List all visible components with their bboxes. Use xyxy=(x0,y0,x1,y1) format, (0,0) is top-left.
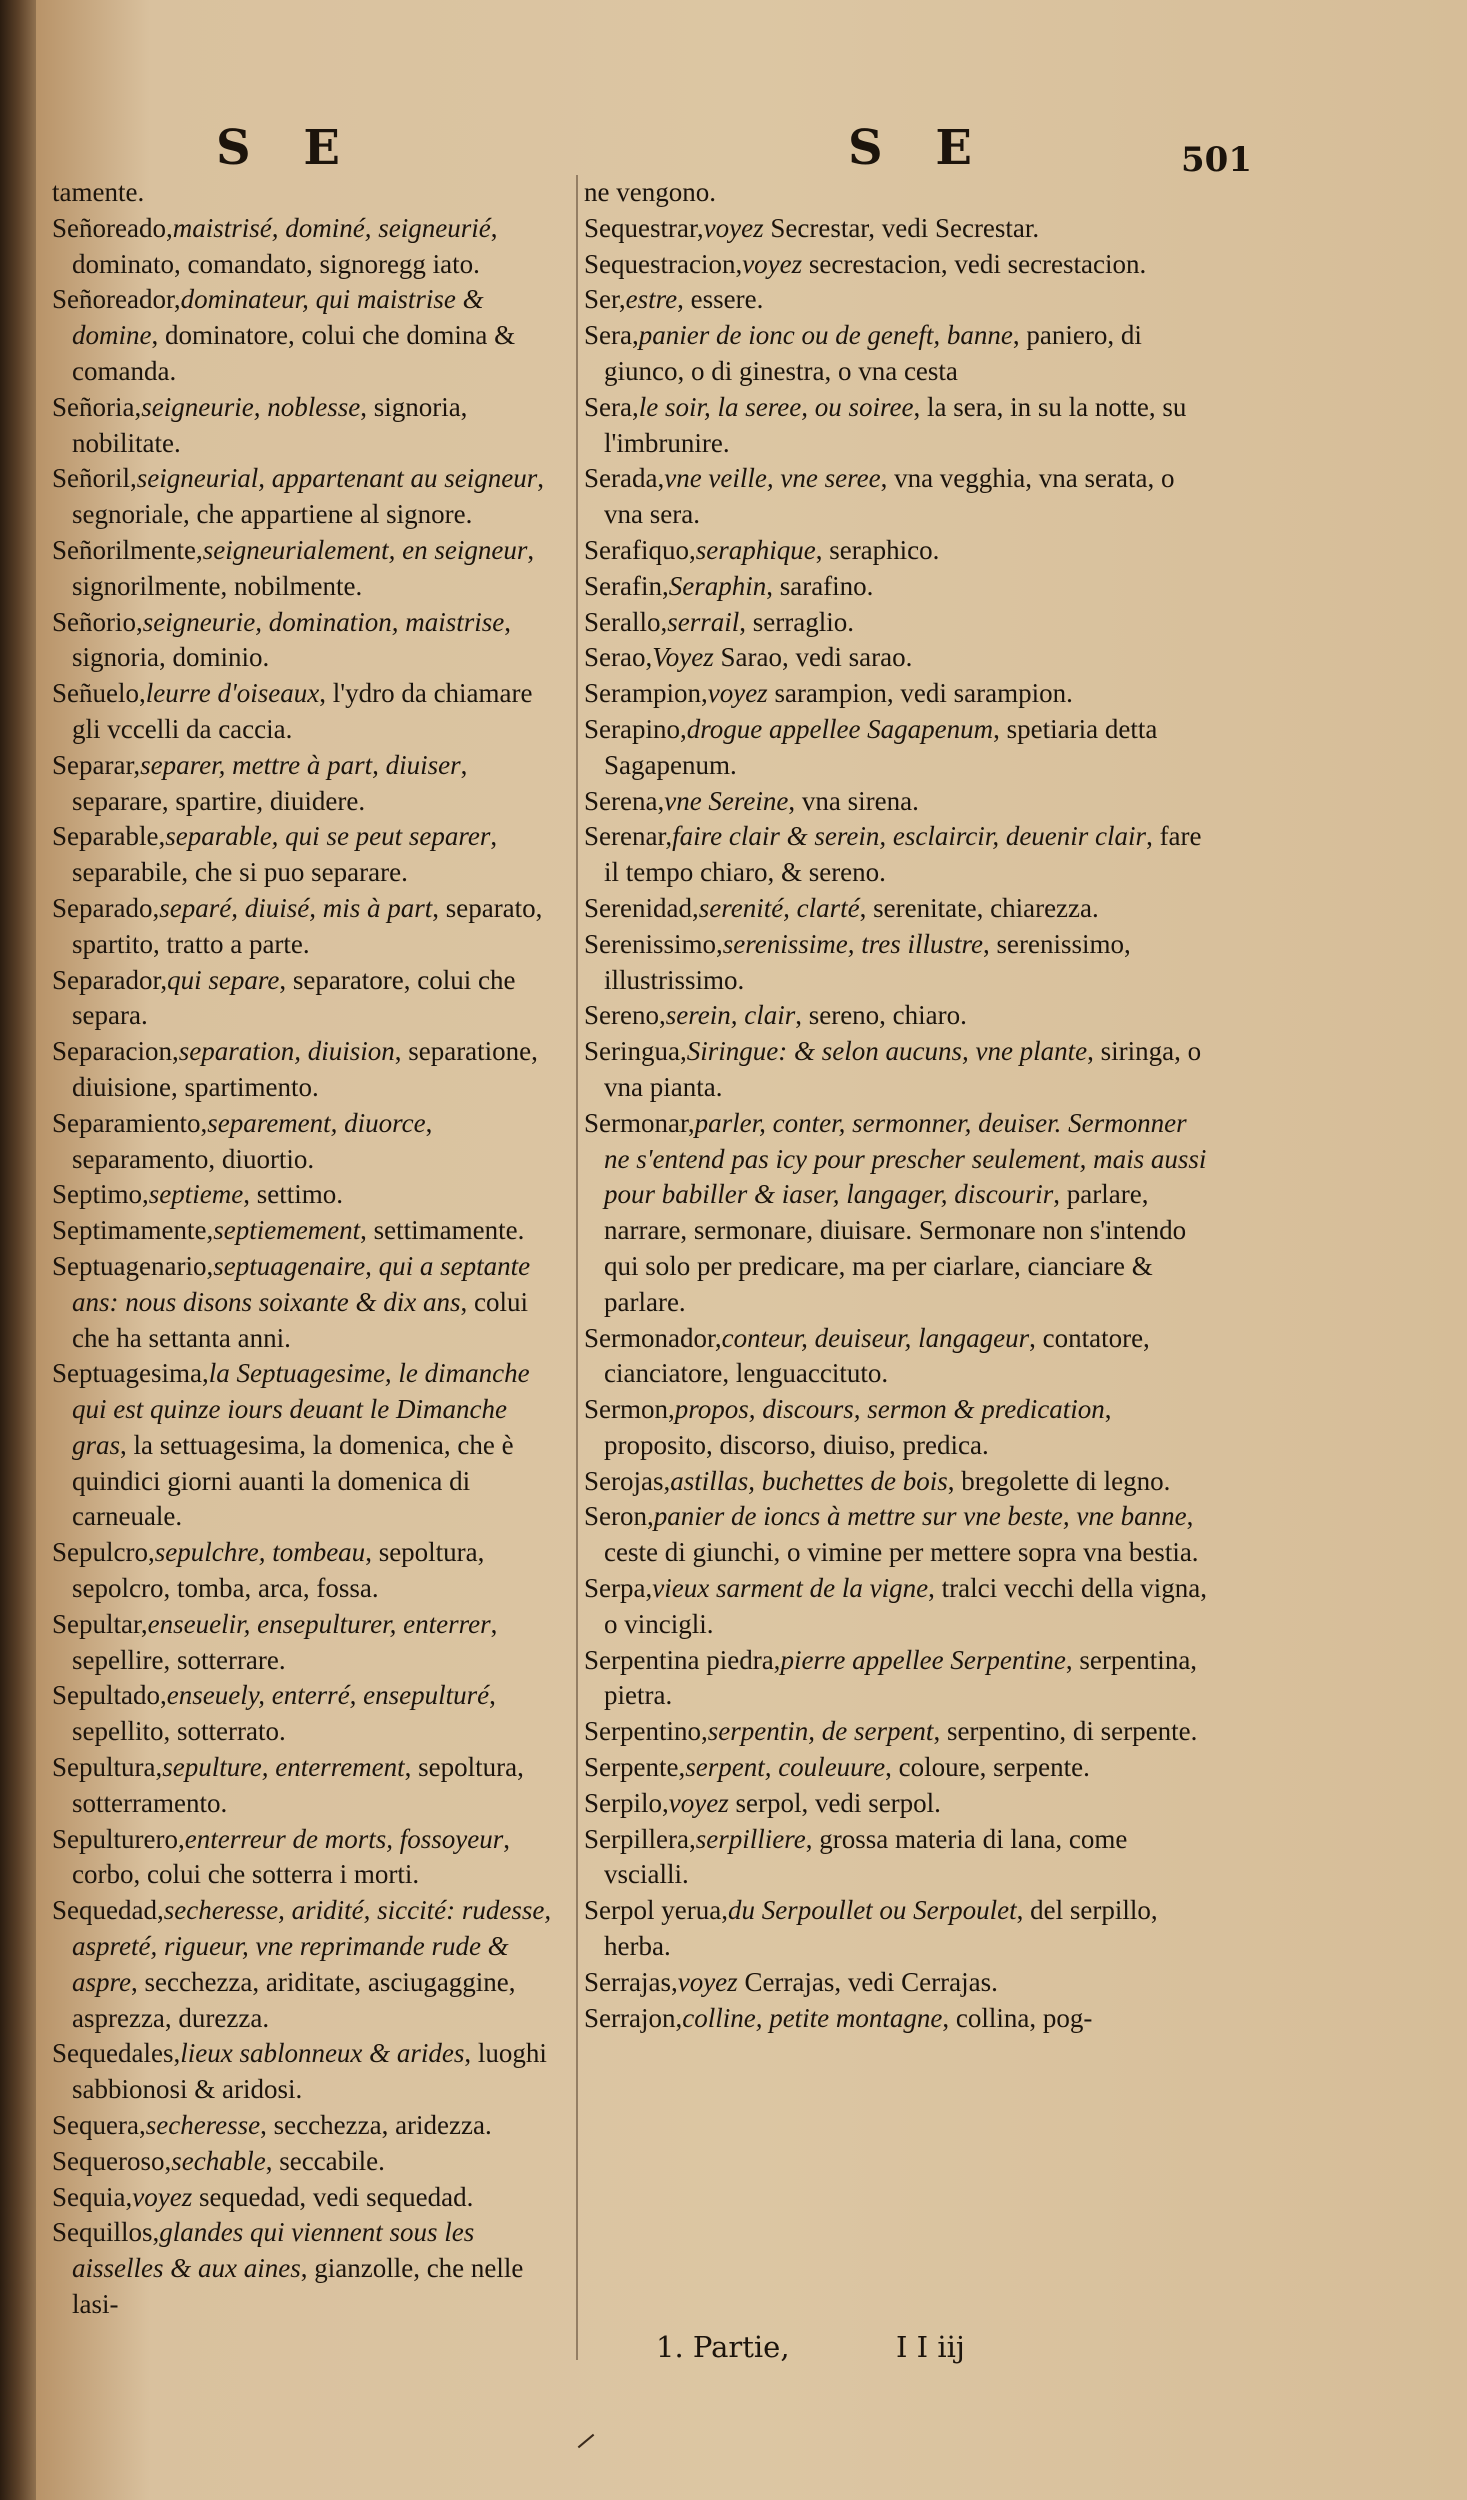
entry-french-gloss: propos, discours, sermon & predication xyxy=(674,1394,1105,1425)
entry-headword: Septuagesima, xyxy=(52,1358,209,1389)
dictionary-entry xyxy=(584,533,1214,569)
entry-italian-gloss: sarampion, vedi sarampion. xyxy=(767,678,1073,709)
entry-french-gloss: panier de ionc ou de geneft, banne xyxy=(638,320,1013,351)
entry-headword: Sera, xyxy=(584,391,639,422)
footer-signature-left: 1. Partie, xyxy=(656,2330,790,2364)
entry-italian-gloss: , corbo, colui che sotterra i morti. xyxy=(72,1823,510,1890)
dictionary-entry xyxy=(52,175,562,211)
dictionary-entry xyxy=(52,748,562,820)
entry-italian-gloss: Cerrajas, vedi Cerrajas. xyxy=(737,1966,998,1997)
dictionary-entry xyxy=(52,1106,562,1178)
entry-italian-gloss: , la settuagesima, la domenica, che è quindici giorni auanti la domenica di carneuale. xyxy=(72,1429,514,1532)
entry-headword: Seringua, xyxy=(584,1036,687,1067)
dictionary-entry xyxy=(584,1714,1214,1750)
entry-french-gloss: septieme xyxy=(148,1179,244,1210)
entry-french-gloss: lieux sablonneux & arides xyxy=(180,2038,465,2069)
entry-headword: Sermonar, xyxy=(584,1107,695,1138)
entry-italian-gloss: , spetiaria detta Sagapenum. xyxy=(604,713,1158,780)
entry-italian-gloss: , coloure, serpente. xyxy=(885,1752,1090,1783)
entry-italian-gloss: , bregolette di legno. xyxy=(947,1465,1171,1496)
dictionary-entry xyxy=(52,1356,562,1535)
running-head-left: S E xyxy=(216,120,358,176)
entry-french-gloss: maistrisé, dominé, seigneurié xyxy=(172,212,491,243)
entry-french-gloss: Siringue: & selon aucuns, vne plante xyxy=(686,1036,1088,1067)
entry-french-gloss: conteur, deuiseur, langageur xyxy=(721,1322,1030,1353)
entry-italian-gloss: , tralci vecchi della vigna, o vincigli. xyxy=(604,1573,1208,1639)
dictionary-entry xyxy=(584,1822,1214,1894)
entry-headword: Señoria, xyxy=(52,391,142,422)
entry-italian-gloss: , luoghi sabbionosi & aridosi. xyxy=(72,2038,547,2105)
entry-italian-gloss: , vna sirena. xyxy=(788,785,919,816)
dictionary-entry xyxy=(584,640,1214,676)
left-column xyxy=(52,175,562,2323)
dictionary-entry xyxy=(52,2144,562,2180)
dictionary-entry xyxy=(52,676,562,748)
entry-headword: Serpillera, xyxy=(584,1823,696,1854)
dictionary-entry xyxy=(584,1571,1214,1643)
entry-headword: Separar, xyxy=(52,749,141,780)
dictionary-entry xyxy=(52,963,562,1035)
entry-headword: Serena, xyxy=(584,785,665,816)
dictionary-entry xyxy=(52,1249,562,1356)
dictionary-entry xyxy=(584,2001,1214,2037)
entry-headword: Sequera, xyxy=(52,2110,146,2141)
entry-italian-gloss: , sereno, chiaro. xyxy=(795,1000,967,1031)
entry-italian-gloss: , separamento, diuortio. xyxy=(72,1107,433,1174)
running-head-right: S E xyxy=(848,120,990,176)
dictionary-entry xyxy=(52,2215,562,2322)
entry-italian-gloss: serpol, vedi serpol. xyxy=(728,1787,941,1818)
dictionary-entry xyxy=(52,2108,562,2144)
entry-french-gloss: seigneurie, domination, maistrise xyxy=(142,606,505,637)
dictionary-entry xyxy=(584,819,1214,891)
dictionary-entry xyxy=(584,1464,1214,1500)
entry-headword: Ser, xyxy=(584,284,626,315)
entry-italian-gloss: , sarafino. xyxy=(766,570,874,601)
dictionary-entry xyxy=(52,2180,562,2216)
entry-headword: Sepultura, xyxy=(52,1752,163,1783)
entry-french-gloss: seigneurial, appartenant au seigneur xyxy=(136,463,538,494)
dictionary-entry xyxy=(52,1822,562,1894)
entry-french-gloss: septiemement xyxy=(213,1215,361,1246)
dictionary-entry xyxy=(584,927,1214,999)
dictionary-entry xyxy=(584,247,1214,283)
entry-headword: Separador, xyxy=(52,964,168,995)
dictionary-entry xyxy=(52,2036,562,2108)
entry-headword: Septimo, xyxy=(52,1179,149,1210)
entry-french-gloss: glandes qui viennent sous les aisselles & aux aines xyxy=(72,2217,475,2284)
entry-french-gloss: voyez xyxy=(707,678,768,709)
dictionary-entry xyxy=(584,211,1214,247)
entry-italian-gloss: , separato, spartito, tratto a parte. xyxy=(72,892,543,959)
entry-french-gloss: voyez xyxy=(677,1966,738,1997)
entry-french-gloss: qui separe xyxy=(167,964,280,995)
page-number: 501 xyxy=(1181,140,1252,180)
entry-headword: Separacion, xyxy=(52,1036,179,1067)
entry-headword: Sepultar, xyxy=(52,1608,148,1639)
dictionary-entry xyxy=(584,1321,1214,1393)
dictionary-entry xyxy=(584,318,1214,390)
entry-headword: Serpentina piedra, xyxy=(584,1644,781,1675)
entry-italian-gloss: Sarao, vedi sarao. xyxy=(713,642,913,673)
entry-french-gloss: serpentin, de serpent xyxy=(707,1716,934,1747)
entry-italian-gloss: , vna vegghia, vna serata, o vna sera. xyxy=(604,463,1175,530)
entry-headword: Señorio, xyxy=(52,606,143,637)
entry-french-gloss: vne veille, vne seree xyxy=(664,463,881,494)
entry-french-gloss: separable, qui se peut separer xyxy=(165,821,491,852)
entry-headword: Sera, xyxy=(584,320,639,351)
entry-headword: Señoreador, xyxy=(52,284,181,315)
dictionary-entry xyxy=(584,390,1214,462)
dictionary-entry xyxy=(52,891,562,963)
entry-italian-gloss: , collina, pog- xyxy=(942,2002,1093,2033)
entry-french-gloss: seraphique xyxy=(695,534,816,565)
dictionary-entry xyxy=(584,1392,1214,1464)
dictionary-entry xyxy=(584,676,1214,712)
right-column xyxy=(584,175,1214,2036)
entry-italian-gloss: , serpentina, pietra. xyxy=(604,1644,1198,1711)
entry-headword: Sereno, xyxy=(584,1000,666,1031)
entry-french-gloss: secheresse xyxy=(145,2110,261,2141)
entry-headword: Serojas, xyxy=(584,1465,671,1496)
dictionary-entry xyxy=(52,1893,562,2036)
dictionary-entry xyxy=(52,390,562,462)
entry-headword: Sepulcro, xyxy=(52,1537,155,1568)
entry-headword: Serao, xyxy=(584,642,653,673)
entry-headword: Serpente, xyxy=(584,1752,686,1783)
entry-french-gloss: Voyez xyxy=(652,642,714,673)
dictionary-entry xyxy=(52,1535,562,1607)
entry-italian-gloss: , separatione, diuisione, spartimento. xyxy=(72,1036,538,1102)
entry-italian-gloss: , settimo. xyxy=(243,1179,343,1210)
entry-italian-gloss: , contatore, cianciatore, lenguaccituto. xyxy=(604,1322,1150,1389)
entry-french-gloss: secheresse, aridité, siccité: rudesse, aspreté, rigueur, vne reprimande rude & aspre xyxy=(72,1895,552,1997)
entry-headword: Serpentino, xyxy=(584,1716,708,1747)
entry-italian-gloss: , serenissimo, illustrissimo. xyxy=(604,928,1131,995)
entry-headword: Serada, xyxy=(584,463,665,494)
entry-text: ne vengono. xyxy=(584,177,716,207)
entry-italian-gloss: , siringa, o vna pianta. xyxy=(604,1036,1202,1102)
dictionary-entry xyxy=(584,605,1214,641)
entry-italian-gloss: , essere. xyxy=(677,284,764,315)
entry-french-gloss: seigneurie, noblesse xyxy=(141,391,361,422)
entry-headword: Sequia, xyxy=(52,2181,133,2212)
entry-headword: Serallo, xyxy=(584,606,668,637)
entry-french-gloss: voyez xyxy=(703,212,764,243)
entry-italian-gloss: , sepellire, sotterrare. xyxy=(72,1608,498,1675)
entry-headword: Serenidad, xyxy=(584,892,699,923)
entry-french-gloss: le soir, la seree, ou soiree xyxy=(638,391,914,422)
entry-french-gloss: Seraphin xyxy=(668,570,767,601)
dictionary-entry xyxy=(52,211,562,283)
entry-french-gloss: serein, clair xyxy=(665,1000,796,1031)
entry-headword: Sequedad, xyxy=(52,1895,164,1926)
entry-italian-gloss: , separare, spartire, diuidere. xyxy=(72,749,468,816)
entry-french-gloss: serenité, clarté xyxy=(698,892,860,923)
dictionary-entry xyxy=(52,1750,562,1822)
entry-french-gloss: voyez xyxy=(668,1787,729,1818)
dictionary-entry xyxy=(584,998,1214,1034)
entry-french-gloss: sepulchre, tombeau xyxy=(154,1537,366,1568)
entry-french-gloss: serenissime, tres illustre xyxy=(722,928,983,959)
dictionary-entry xyxy=(584,175,1214,211)
entry-italian-gloss: , separabile, che si puo separare. xyxy=(72,821,498,888)
entry-headword: Serapino, xyxy=(584,713,687,744)
entry-headword: Separamiento, xyxy=(52,1107,208,1138)
entry-french-gloss: sepulture, enterrement xyxy=(162,1752,405,1783)
dictionary-entry xyxy=(584,1965,1214,2001)
entry-headword: Septimamente, xyxy=(52,1215,214,1246)
entry-headword: Serafin, xyxy=(584,570,669,601)
entry-italian-gloss: , secchezza, ariditate, asciugaggine, asprezza, durezza. xyxy=(72,1966,516,2033)
dictionary-entry xyxy=(584,712,1214,784)
entry-french-gloss: separé, diuisé, mis à part xyxy=(159,892,433,923)
entry-italian-gloss: , sepoltura, sepolcro, tomba, arca, fossa. xyxy=(72,1537,485,1604)
ink-mark xyxy=(578,2434,595,2448)
entry-french-gloss: panier de ioncs à mettre sur vne beste, vne banne xyxy=(653,1501,1187,1532)
entry-french-gloss: leurre d'oiseaux xyxy=(145,678,320,709)
dictionary-entry xyxy=(584,1499,1214,1571)
entry-french-gloss: septuagenaire, qui a septante ans: nous disons soixante & dix ans xyxy=(72,1250,531,1317)
entry-italian-gloss: , colui che ha settanta anni. xyxy=(72,1286,528,1353)
entry-italian-gloss: , parlare, narrare, sermonare, diuisare. Sermonare non s'intendo qui solo per predicare, ma per ciarlare, cianciare & parlare. xyxy=(604,1179,1187,1317)
dictionary-entry xyxy=(584,1643,1214,1715)
entry-italian-gloss: , serpentino, di serpente. xyxy=(933,1716,1198,1747)
dictionary-entry xyxy=(52,282,562,389)
entry-headword: Serenissimo, xyxy=(584,928,723,959)
entry-italian-gloss: , settimamente. xyxy=(360,1215,525,1246)
entry-french-gloss: voyez xyxy=(742,248,803,279)
entry-headword: Sequestracion, xyxy=(584,248,743,279)
entry-italian-gloss: , dominatore, colui che domina & comanda. xyxy=(72,320,516,386)
entry-italian-gloss: secrestacion, vedi secrestacion. xyxy=(802,248,1147,279)
entry-french-gloss: vne Sereine xyxy=(664,785,789,816)
entry-headword: Serpilo, xyxy=(584,1787,669,1818)
entry-italian-gloss: , gianzolle, che nelle lasi- xyxy=(72,2253,524,2320)
entry-headword: Seron, xyxy=(584,1501,654,1532)
entry-headword: Señoreado, xyxy=(52,212,173,243)
entry-headword: Sepultado, xyxy=(52,1680,167,1711)
entry-french-gloss: enterreur de morts, fossoyeur xyxy=(184,1823,504,1854)
entry-headword: Sequillos, xyxy=(52,2217,160,2248)
dictionary-entry xyxy=(52,1034,562,1106)
entry-italian-gloss: Secrestar, vedi Secrestar. xyxy=(763,212,1040,243)
entry-italian-gloss: , serenitate, chiarezza. xyxy=(859,892,1099,923)
entry-italian-gloss: , fare il tempo chiaro, & sereno. xyxy=(604,821,1202,888)
entry-french-gloss: drogue appellee Sagapenum xyxy=(686,713,994,744)
entry-headword: Separable, xyxy=(52,821,166,852)
dictionary-entry xyxy=(584,569,1214,605)
entry-french-gloss: pierre appellee Serpentine xyxy=(780,1644,1066,1675)
entry-headword: Serafiquo, xyxy=(584,534,696,565)
entry-headword: Sepulturero, xyxy=(52,1823,185,1854)
dictionary-entry xyxy=(52,819,562,891)
entry-french-gloss: dominateur, qui maistrise & domine xyxy=(72,284,484,351)
entry-french-gloss: vieux sarment de la vigne xyxy=(652,1573,929,1604)
dictionary-entry xyxy=(584,1893,1214,1965)
entry-headword: Sermon, xyxy=(584,1394,675,1425)
entry-italian-gloss: , secchezza, aridezza. xyxy=(260,2110,492,2141)
entry-headword: Señoril, xyxy=(52,463,137,494)
entry-headword: Sermonador, xyxy=(584,1322,722,1353)
entry-italian-gloss: , sepoltura, sotterramento. xyxy=(72,1752,524,1818)
dictionary-entry xyxy=(52,605,562,677)
entry-french-gloss: enseuely, enterré, ensepulturé xyxy=(166,1680,490,1711)
entry-french-gloss: seigneurialement, en seigneur xyxy=(202,534,528,565)
entry-text: tamente. xyxy=(52,177,145,207)
entry-italian-gloss: , paniero, di giunco, o di ginestra, o vna cesta xyxy=(604,320,1142,386)
dictionary-entry xyxy=(584,1786,1214,1822)
entry-headword: Serampion, xyxy=(584,678,708,709)
entry-italian-gloss: , del serpillo, herba. xyxy=(604,1895,1158,1962)
entry-italian-gloss: , grossa materia di lana, come vscialli. xyxy=(604,1823,1128,1890)
entry-italian-gloss: , separatore, colui che separa. xyxy=(72,964,516,1031)
dictionary-entry xyxy=(584,1106,1214,1321)
column-divider xyxy=(576,175,578,2360)
dictionary-entry xyxy=(584,784,1214,820)
entry-italian-gloss: sequedad, vedi sequedad. xyxy=(192,2181,474,2212)
entry-french-gloss: separation, diuision xyxy=(178,1036,395,1067)
entry-french-gloss: separer, mettre à part, diuiser xyxy=(140,749,461,780)
entry-headword: Serenar, xyxy=(584,821,673,852)
dictionary-entry xyxy=(52,533,562,605)
book-page xyxy=(36,0,1467,2500)
entry-french-gloss: sechable xyxy=(171,2145,266,2176)
entry-italian-gloss: , signorilmente, nobilmente. xyxy=(72,534,535,601)
entry-french-gloss: separement, diuorce xyxy=(207,1107,426,1138)
entry-headword: Serrajon, xyxy=(584,2002,683,2033)
entry-headword: Sequedales, xyxy=(52,2038,181,2069)
entry-italian-gloss: , segnoriale, che appartiene al signore. xyxy=(72,463,544,530)
entry-french-gloss: parler, conter, sermonner, deuiser. Sermonner ne s'entend pas icy pour prescher seulement, mais aussi pour babiller & iaser, langager, discourir xyxy=(604,1107,1207,1210)
entry-italian-gloss: , serraglio. xyxy=(739,606,854,637)
dictionary-entry xyxy=(584,461,1214,533)
entry-italian-gloss: , seccabile. xyxy=(265,2145,385,2176)
entry-italian-gloss: , proposito, discorso, diuiso, predica. xyxy=(604,1394,1112,1460)
entry-headword: Señorilmente, xyxy=(52,534,203,565)
entry-headword: Serrajas, xyxy=(584,1966,678,1997)
entry-italian-gloss: , seraphico. xyxy=(815,534,940,565)
dictionary-entry xyxy=(584,1034,1214,1106)
entry-french-gloss: du Serpoullet ou Serpoulet xyxy=(727,1895,1017,1926)
entry-italian-gloss: , l'ydro da chiamare gli vccelli da caccia. xyxy=(72,678,533,744)
entry-headword: Sequeroso, xyxy=(52,2145,172,2176)
entry-french-gloss: la Septuagesime, le dimanche qui est quinze iours deuant le Dimanche gras xyxy=(72,1358,530,1460)
entry-french-gloss: astillas, buchettes de bois xyxy=(670,1465,948,1496)
entry-french-gloss: serpent, couleuure xyxy=(685,1752,886,1783)
entry-headword: Sequestrar, xyxy=(584,212,704,243)
dictionary-entry xyxy=(52,1213,562,1249)
entry-headword: Serpol yerua, xyxy=(584,1895,728,1926)
entry-french-gloss: serpilliere xyxy=(695,1823,806,1854)
dictionary-entry xyxy=(52,1607,562,1679)
entry-french-gloss: faire clair & serein, esclaircir, deuenir clair xyxy=(672,821,1147,852)
entry-headword: Serpa, xyxy=(584,1573,653,1604)
entry-italian-gloss: , la sera, in su la notte, su l'imbrunire. xyxy=(604,391,1187,458)
dictionary-entry xyxy=(52,461,562,533)
entry-italian-gloss: , ceste di giunchi, o vimine per mettere sopra vna bestia. xyxy=(604,1501,1199,1568)
entry-french-gloss: enseuelir, ensepulturer, enterrer xyxy=(147,1608,491,1639)
entry-french-gloss: colline, petite montagne xyxy=(682,2002,943,2033)
entry-italian-gloss: , signoria, nobilitate. xyxy=(72,391,468,458)
entry-french-gloss: estre xyxy=(625,284,678,315)
dictionary-entry xyxy=(584,282,1214,318)
entry-french-gloss: voyez xyxy=(132,2181,193,2212)
dictionary-entry xyxy=(584,1750,1214,1786)
entry-italian-gloss: , signoria, dominio. xyxy=(72,606,511,673)
entry-headword: Señuelo, xyxy=(52,678,146,709)
dictionary-entry xyxy=(584,891,1214,927)
footer-signature-right: I I iij xyxy=(896,2330,965,2364)
book-gutter xyxy=(0,0,40,2500)
entry-headword: Separado, xyxy=(52,892,160,923)
dictionary-entry xyxy=(52,1177,562,1213)
entry-headword: Septuagenario, xyxy=(52,1250,214,1281)
entry-italian-gloss: , dominato, comandato, signoregg iato. xyxy=(72,212,498,279)
entry-italian-gloss: , sepellito, sotterrato. xyxy=(72,1680,496,1747)
entry-french-gloss: serrail xyxy=(667,606,740,637)
dictionary-entry xyxy=(52,1678,562,1750)
